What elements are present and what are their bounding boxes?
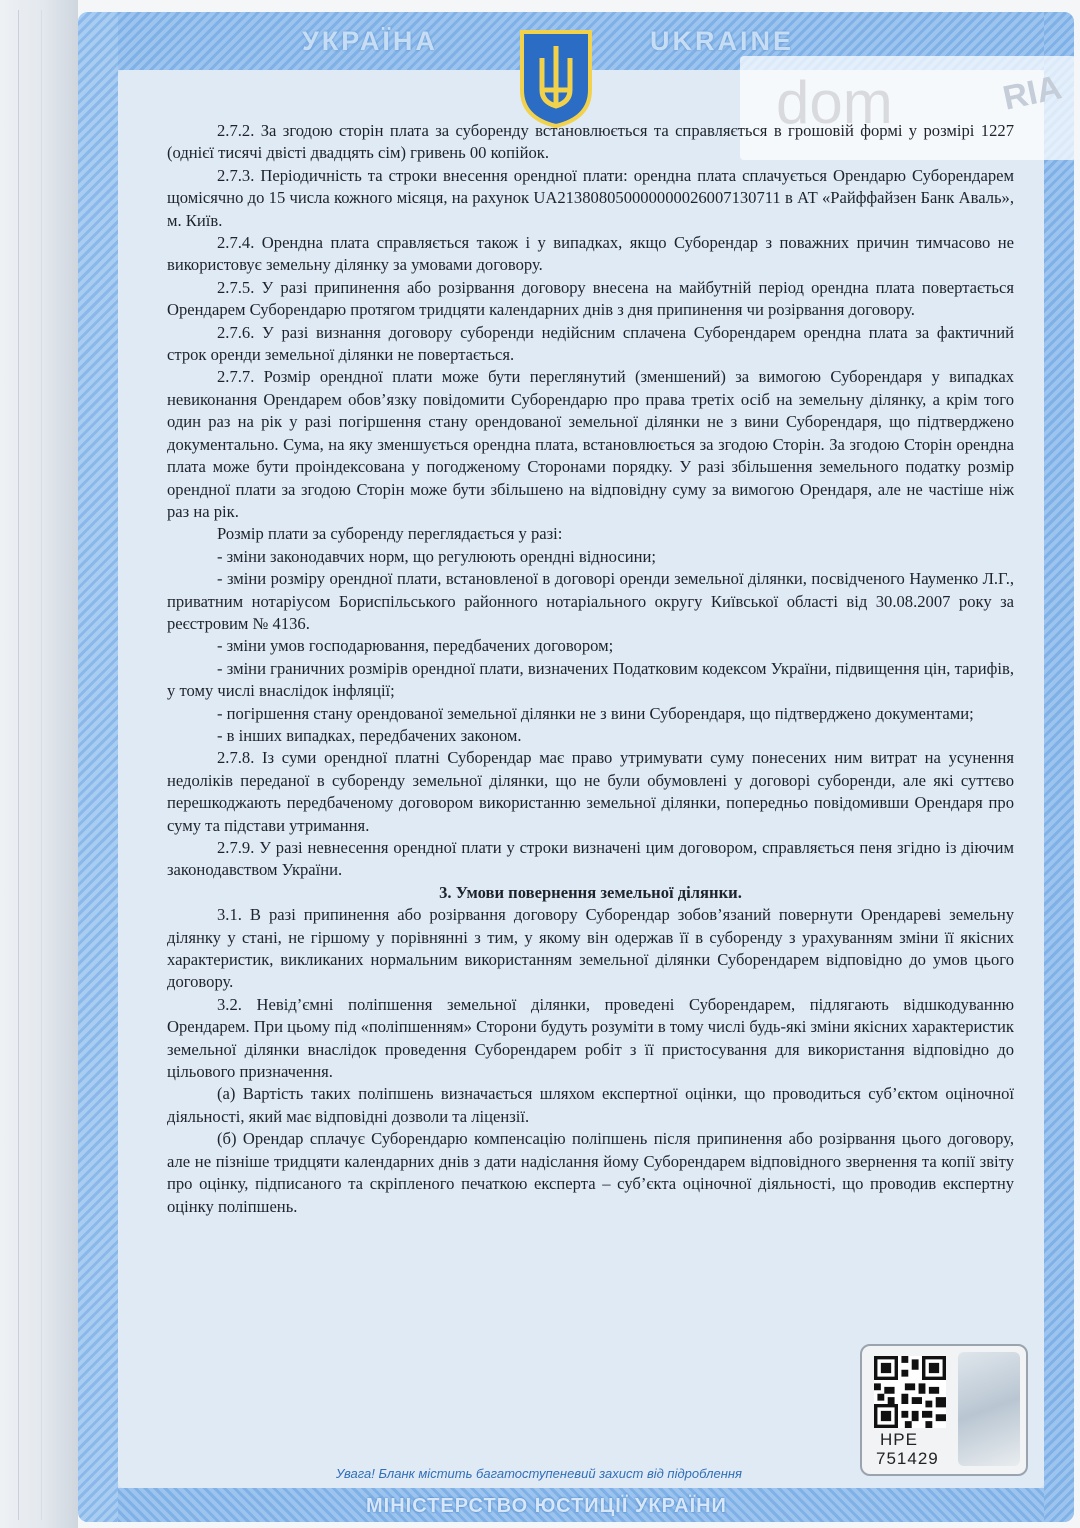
review-item: - в інших випадках, передбачених законом.: [217, 725, 522, 745]
anti-forgery-warning: Увага! Бланк містить багатоступеневий захист від підроблення: [336, 1466, 742, 1481]
country-title-en: UKRAINE: [650, 26, 795, 56]
clause-3-2: 3.2. Невід’ємні поліпшення земельної ділянки, проведені Суборендарем, підлягають відшкодуванню Орендарем. При цьому під «поліпшенням» Сторони будуть розуміти в тому числі будь-які зміни якісних характеристик земельної ділянки внаслідок проведення Суборендарем робіт з її пристосування для використання відповідно до цільового призначення.: [167, 994, 1014, 1082]
clause-2-7-6: 2.7.6. У разі визнання договору суборенди недійсним сплачена Суборендарем орендна плата за фактичний строк оренди земельної ділянки не повертається.: [167, 322, 1014, 365]
ornament-frame-right: [1044, 12, 1074, 1522]
form-series: НРЕ: [880, 1430, 918, 1449]
clause-2-7-9: 2.7.9. У разі невнесення орендної плати у строки визначені цим договором, справляється пеня згідно із діючим законодавством України.: [167, 838, 1014, 880]
watermark-text: dom: [776, 69, 893, 136]
clause-3-2-a: (а) Вартість таких поліпшень визначається шляхом експертної оцінки, що проводиться суб’єктом оціночної діяльності, який має відповідні дозволи та ліцензії.: [167, 1084, 1014, 1126]
review-item: - зміни граничних розмірів орендної плати, визначених Податковим кодексом України, підвищення цін, тарифів, у тому числі внаслідок інфляції;: [167, 658, 1014, 701]
review-item: - зміни розміру орендної плати, встановленої в договорі оренди земельної ділянки, посвідченого Науменко Л.Г., приватним нотаріусом Бориспільського районного нотаріального округу Київської області від 30.08.2007 року за реєстровим № 4136.: [167, 569, 1014, 633]
clause-2-7-5: 2.7.5. У разі припинення або розірвання договору внесена на майбутній період орендна плата повертається Орендарем Суборендарю протягом тридцяти календарних днів з дня припинення чи розірвання договору.: [167, 277, 1014, 320]
clause-3-2-b: (б) Орендар сплачує Суборендарю компенсацію поліпшень після припинення або розірвання цього договору, але не пізніше тридцяти календарних днів з дати надіслання йому Суборендарем відповідного звернення та копії звіту про оцінку, підписаного та скріпленого печаткою експерта – суб’єкта оціночної діяльності, що проводив експертну оцінку поліпшень.: [167, 1129, 1014, 1216]
section-heading: 3. Умови повернення земельної ділянки.: [439, 882, 742, 902]
review-item: - погіршення стану орендованої земельної ділянки не з вини Суборендаря, що підтверджено документами;: [217, 703, 974, 723]
clause-2-7-4: 2.7.4. Орендна плата справляється також і у випадках, якщо Суборендар з поважних причин тимчасово не використовує земельну ділянку за умовами договору.: [167, 233, 1014, 275]
security-block: [860, 1344, 1028, 1476]
review-item: - зміни законодавчих норм, що регулюють орендні відносини;: [217, 546, 656, 566]
watermark-badge: RIA: [1000, 68, 1066, 118]
clause-2-7-2: 2.7.2. За згодою сторін плата за суборенду встановлюється та справляється в грошовій формі у розмірі 1227 (однієї тисячі двісті двадцять сім) гривень 00 копійок.: [167, 121, 1014, 163]
review-item: - зміни умов господарювання, передбачених договором;: [217, 636, 614, 656]
spine-edge: [18, 10, 42, 1520]
coat-of-arms-icon: [518, 28, 594, 128]
clause-2-7-8: 2.7.8. Із суми орендної платні Суборендар має право утримувати суму понесених ним витрат на усунення недоліків переданої в суборенду земельної ділянки, що не були обумовлені у договорі суборенди, але які суттєво перешкоджають передбаченому договором використанню земельної ділянки, попередньо повідомивши Орендаря про суму та підстави утримання.: [167, 748, 1014, 835]
notebook-spine: [0, 0, 78, 1528]
qr-code-icon: [874, 1356, 946, 1428]
hologram-sticker: [958, 1352, 1020, 1466]
clause-3-1: 3.1. В разі припинення або розірвання договору Суборендар зобов’язаний повернути Орендареві земельну ділянку у стані, не гіршому у порівнянні з тим, у якому він одержав її в суборенду з урахуванням зміни її якісних характеристик, викликаних нормальним використанням земельної ділянки Суборендарем відповідно до умов цього договору.: [167, 905, 1014, 992]
country-title-ua: УКРАЇНА: [302, 26, 438, 56]
document-body: [167, 120, 1014, 1218]
clause-2-7-3: 2.7.3. Періодичність та строки внесення орендної плати: орендна плата сплачується Орендарю Суборендарем щомісячно до 15 числа кожного місяця, на рахунок UA213808050000000026007130711 в АТ «Райффайзен Банк Аваль», м. Київ.: [167, 165, 1014, 230]
clause-2-7-7: 2.7.7. Розмір орендної плати може бути переглянутий (зменшений) за вимогою Суборендаря у випадках невиконання Орендарем обов’язку повідомити Суборендарю про права третіх осіб на земельну ділянку, а крім того один раз на рік у разі погіршення стану орендованої земельної ділянки не з вини Суборендаря, що підтверджено документально. Сума, на яку зменшується орендна плата, встановлюється за згодою Сторін. За згодою Сторін орендна плата може бути проіндексована у погодженому Сторонами порядку. У разі збільшення земельного податку розмір орендної плати за згодою Сторін може бути збільшено на відповідну суму за вимогою Орендаря, але не частіше ніж раз на рік.: [167, 367, 1014, 521]
ornament-frame-left: [78, 12, 118, 1522]
review-intro: Розмір плати за суборенду переглядається у разі:: [217, 524, 563, 544]
form-number: 751429: [876, 1449, 939, 1468]
ministry-title: МІНІСТЕРСТВО ЮСТИЦІЇ УКРАЇНИ: [366, 1495, 727, 1517]
